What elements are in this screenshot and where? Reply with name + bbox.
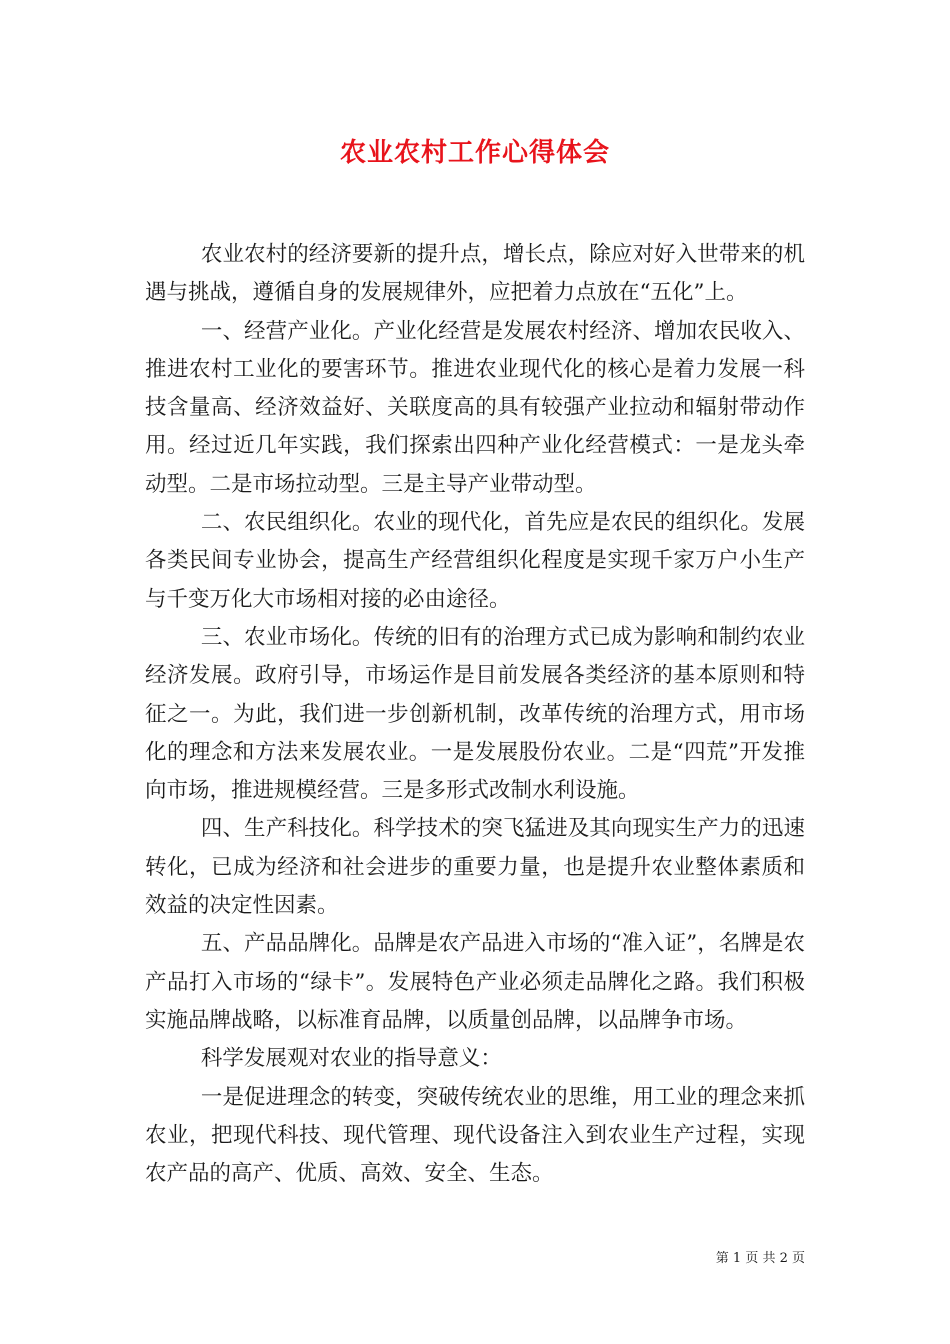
paragraph: 科学发展观对农业的指导意义： bbox=[200, 1046, 502, 1072]
document-title: 农业农村工作心得体会 bbox=[339, 138, 610, 168]
paragraph: 四、生产科技化。科学技术的突飞猛进及其向现实生产力的迅速转化，已成为经济和社会进步的重要力量，也是提升农业整体素质和效益的决定性因素。 bbox=[145, 816, 805, 919]
paragraph: 三、农业市场化。传统的旧有的治理方式已成为影响和制约农业经济发展。政府引导，市场运作是目前发展各类经济的基本原则和特征之一。为此，我们进一步创新机制，改革传统的治理方式，用市场化的理念和方法来发展农业。一是发展股份农业。二是“四荒”开发推向市场，推进规模经营。三是多形式改制水利设施。 bbox=[145, 624, 805, 804]
paragraph: 一、经营产业化。产业化经营是发展农村经济、增加农民收入、推进农村工业化的要害环节。推进农业现代化的核心是着力发展一科技含量高、经济效益好、关联度高的具有较强产业拉动和辐射带动作用。经过近几年实践，我们探索出四种产业化经营模式：一是龙头牵动型。二是市场拉动型。三是主导产业带动型。 bbox=[145, 318, 805, 497]
paragraph: 二、农民组织化。农业的现代化，首先应是农民的组织化。发展各类民间专业协会，提高生产经营组织化程度是实现千家万户小生产与千变万化大市场相对接的必由途径。 bbox=[145, 510, 805, 612]
paragraph: 五、产品品牌化。品牌是农产品进入市场的“准入证”，名牌是农产品打入市场的“绿卡”。发展特色产业必须走品牌化之路。我们积极实施品牌战略，以标准育品牌，以质量创品牌，以品牌争市场。 bbox=[145, 931, 805, 1033]
paragraph: 农业农村的经济要新的提升点，增长点，除应对好入世带来的机遇与挑战，遵循自身的发展规律外，应把着力点放在“五化”上。 bbox=[145, 242, 805, 306]
page-indicator: 第 1 页 共 2 页 bbox=[715, 1251, 805, 1266]
paragraph: 一是促进理念的转变，突破传统农业的思维，用工业的理念来抓农业，把现代科技、现代管理、现代设备注入到农业生产过程，实现农产品的高产、优质、高效、安全、生态。 bbox=[145, 1084, 805, 1187]
document-body bbox=[145, 236, 805, 1193]
